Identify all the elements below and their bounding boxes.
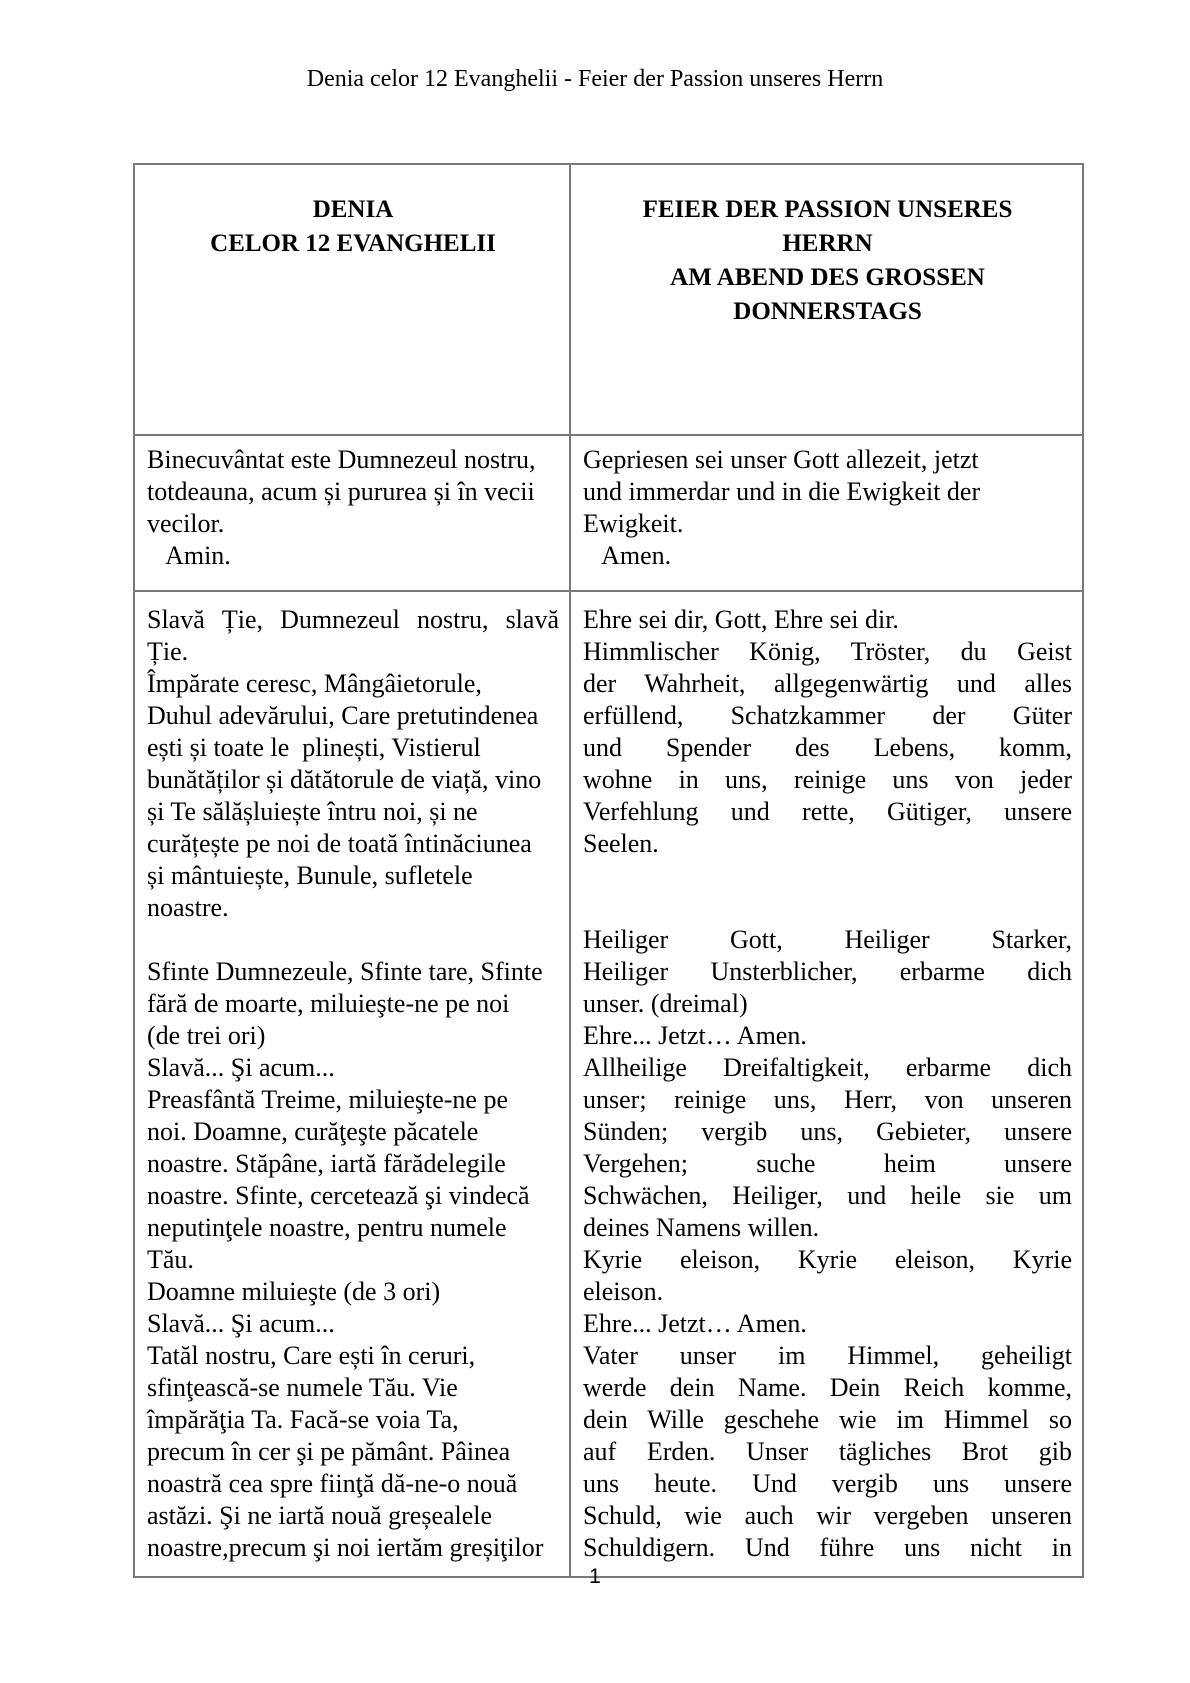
cell-german	[570, 591, 1083, 1577]
text-line: deines Namens willen.	[583, 1213, 820, 1242]
text-line: werde dein Name. Dein Reich komme,	[583, 1373, 1072, 1402]
text-line: DONNERSTAGS	[733, 298, 922, 325]
table-row	[134, 164, 1083, 435]
text-line: erfüllend, Schatzkammer der Güter	[583, 701, 1072, 730]
text-line: Sfinte Dumnezeule, Sfinte tare, Sfinte	[147, 957, 543, 986]
text-line: bunătăților și dătătorule de viață, vino	[147, 765, 542, 794]
text-line: (de trei ori)	[147, 1021, 266, 1050]
text-line: uns heute. Und vergib uns unsere	[583, 1469, 1072, 1498]
text-line: noi. Doamne, curăţeşte păcatele	[147, 1117, 479, 1146]
text-line	[583, 892, 1072, 924]
cell-romanian	[134, 435, 570, 591]
text-line: Allheilige Dreifaltigkeit, erbarme dich	[583, 1053, 1072, 1082]
text-line: Ehre sei dir, Gott, Ehre sei dir.	[583, 605, 899, 634]
text-line: Ewigkeit.	[583, 509, 684, 538]
document-title: Denia celor 12 Evanghelii - Feier der Passion unseres Herrn	[306, 66, 884, 92]
text-line: der Wahrheit, allgegenwärtig und alles	[583, 669, 1072, 698]
text-line: eleison.	[583, 1277, 664, 1306]
text-line: Verfehlung und rette, Gütiger, unsere	[583, 797, 1072, 826]
text-line: FEIER DER PASSION UNSERES	[642, 196, 1013, 223]
text-line: Sünden; vergib uns, Gebieter, unsere	[583, 1117, 1072, 1146]
text-line: und immerdar und in die Ewigkeit der	[583, 477, 981, 506]
text-line: Schwächen, Heiliger, und heile sie um	[583, 1181, 1072, 1210]
text-line: wohne in uns, reinige uns von jeder	[583, 765, 1072, 794]
text-line: Schuldigern. Und führe uns nicht in	[583, 1533, 1072, 1562]
text-line: dein Wille geschehe wie im Himmel so	[583, 1405, 1072, 1434]
text-line: Duhul adevărului, Care pretutindenea	[147, 701, 539, 730]
text-line: Seelen.	[583, 829, 659, 858]
text-line: HERRN	[782, 230, 873, 257]
text-line: ești și toate le plinești, Vistierul	[147, 733, 481, 762]
text-line: noastre,precum şi noi iertăm greșiţilor	[147, 1533, 544, 1562]
text-line: Tatăl nostru, Care ești în ceruri,	[147, 1341, 476, 1370]
text-line: noastră cea spre fiinţă dă-ne-o nouă	[147, 1469, 518, 1498]
text-line: totdeauna, acum și pururea și în vecii	[147, 477, 535, 506]
text-line: DENIA	[312, 196, 394, 223]
text-line: sfinţească-se numele Tău. Vie	[147, 1373, 458, 1402]
text-line: Împărate ceresc, Mângâietorule,	[147, 669, 482, 698]
text-line: Ehre... Jetzt… Amen.	[583, 1021, 807, 1050]
cell-german	[570, 164, 1083, 435]
text-line: și mântuiește, Bunule, sufletele	[147, 861, 473, 890]
text-line: împărăţia Ta. Facă-se voia Ta,	[147, 1405, 459, 1434]
cell-romanian	[134, 164, 570, 435]
text-line: curățește pe noi de toată întinăciunea	[147, 829, 532, 858]
text-line: Vater unser im Himmel, geheiligt	[583, 1341, 1072, 1370]
text-line: Heiliger Gott, Heiliger Starker,	[583, 925, 1072, 954]
cell-romanian	[134, 591, 570, 1577]
text-line: noastre.	[147, 893, 229, 922]
cell-german	[570, 435, 1083, 591]
text-line: Slavă... Şi acum...	[147, 1053, 335, 1082]
text-line: Ehre... Jetzt… Amen.	[583, 1309, 807, 1338]
table-row	[134, 591, 1083, 1577]
text-line: unser. (dreimal)	[583, 989, 748, 1018]
bilingual-table	[133, 163, 1084, 1578]
text-line: precum în cer şi pe pământ. Pâinea	[147, 1437, 511, 1466]
text-line: Himmlischer König, Tröster, du Geist	[583, 637, 1072, 666]
text-line: Amin.	[147, 541, 231, 570]
text-line: Slavă... Şi acum...	[147, 1309, 335, 1338]
text-line: Kyrie eleison, Kyrie eleison, Kyrie	[583, 1245, 1072, 1274]
text-line: Doamne miluieşte (de 3 ori)	[147, 1277, 441, 1306]
text-line: und Spender des Lebens, komm,	[583, 733, 1072, 762]
text-line: auf Erden. Unser tägliches Brot gib	[583, 1437, 1072, 1466]
text-line: Slavă Ție, Dumnezeul nostru, slavă	[147, 605, 559, 634]
text-line: CELOR 12 EVANGHELII	[210, 230, 496, 257]
text-line: Vergehen; suche heim unsere	[583, 1149, 1072, 1178]
text-line: neputinţele noastre, pentru numele	[147, 1213, 507, 1242]
text-line: Schuld, wie auch wir vergeben unseren	[583, 1501, 1072, 1530]
text-line: astăzi. Şi ne iartă nouă greșealele	[147, 1501, 493, 1530]
text-line	[583, 860, 1072, 892]
text-line: unser; reinige uns, Herr, von unseren	[583, 1085, 1072, 1114]
text-line: Gepriesen sei unser Gott allezeit, jetzt	[583, 445, 979, 474]
text-line: AM ABEND DES GROSSEN	[670, 264, 985, 291]
text-line: Tău.	[147, 1245, 194, 1274]
text-line: și Te sălășluiește întru noi, și ne	[147, 797, 478, 826]
text-line: fără de moarte, miluieşte-ne pe noi	[147, 989, 510, 1018]
text-line: Binecuvântat este Dumnezeul nostru,	[147, 445, 536, 474]
text-line: Amen.	[583, 541, 672, 570]
text-line: Heiliger Unsterblicher, erbarme dich	[583, 957, 1072, 986]
page-number: 1	[589, 1565, 601, 1588]
text-line: Preasfântă Treime, miluieşte-ne pe	[147, 1085, 509, 1114]
text-line: noastre. Stăpâne, iartă fărădelegile	[147, 1149, 506, 1178]
text-line: vecilor.	[147, 509, 225, 538]
text-line: Ție.	[147, 637, 189, 666]
text-line: noastre. Sfinte, cercetează şi vindecă	[147, 1181, 530, 1210]
table-row	[134, 435, 1083, 591]
text-line	[147, 924, 559, 956]
